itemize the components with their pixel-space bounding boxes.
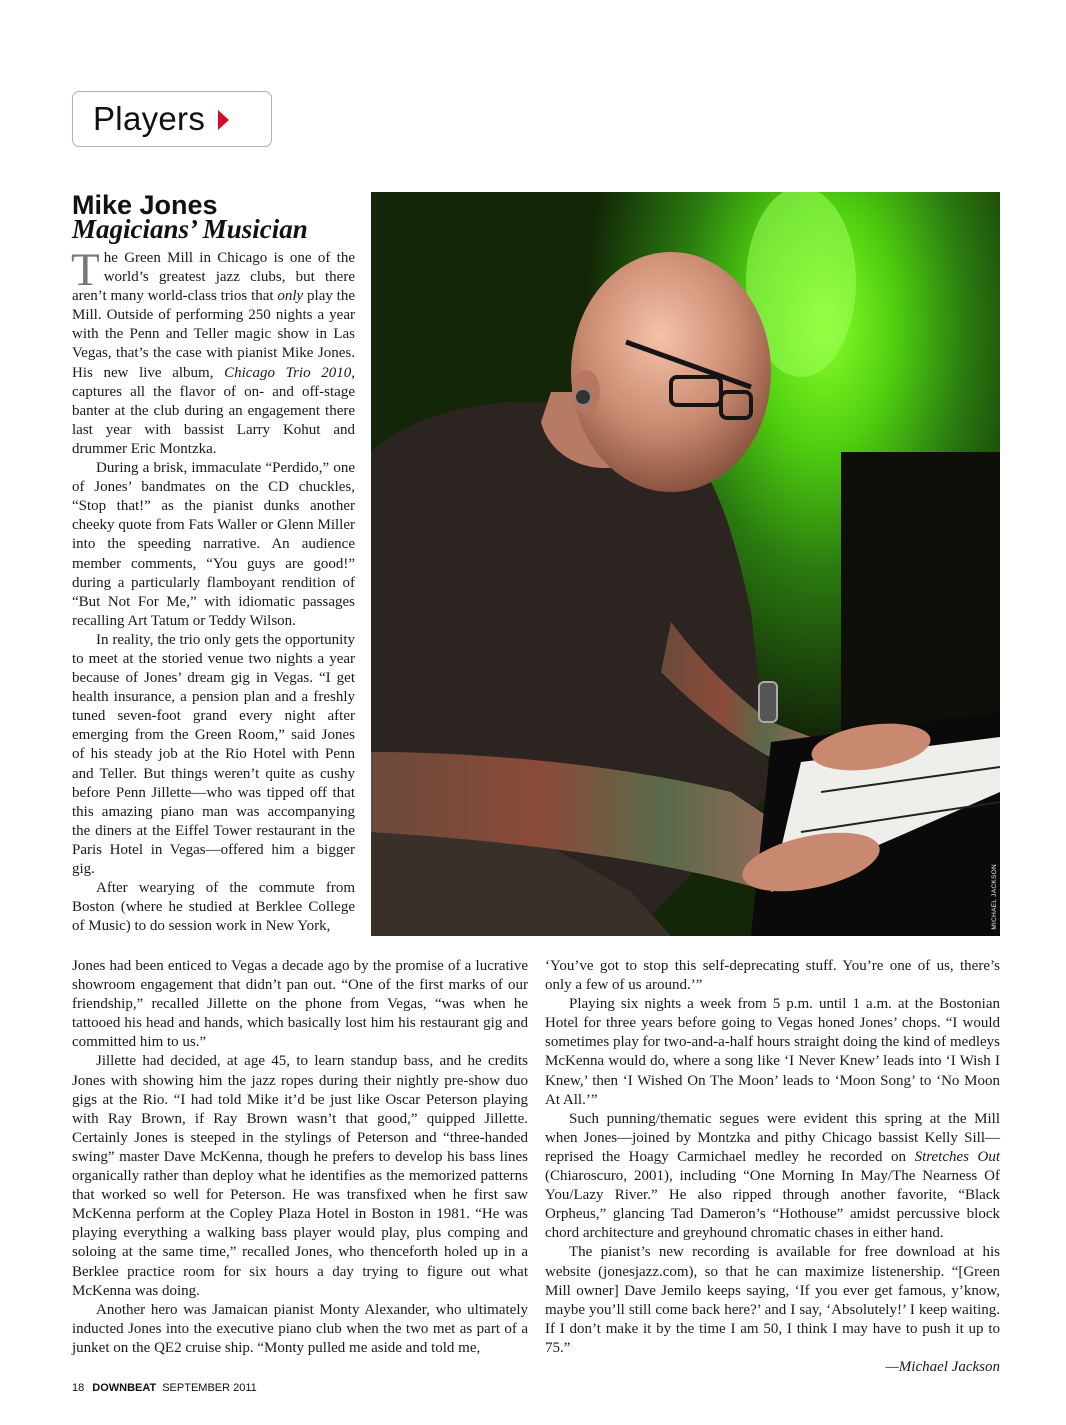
- drop-cap: T: [71, 244, 100, 296]
- pianist-photo: [371, 192, 1000, 936]
- column-1: [71, 244, 355, 936]
- photo-illustration: [371, 192, 1000, 936]
- paragraph: Jones had been enticed to Vegas a decade ago by the promise of a lucrative showroom engagement that didn’t pan out. “One of the first marks of our friendship,” recalled Jillette on the phone from Vegas, “was when he tattooed his head and hands, which basically lost him his restaurant gig and committed him to us.”: [72, 958, 528, 1051]
- column-3: [545, 957, 1000, 1377]
- paragraph: Jillette had decided, at age 45, to learn standup bass, and he credits Jones with showing him the jazz ropes during their nightly pre-show duo gigs at the Rio. “I had told Mike it’d be just like Oscar Peterson playing with Ray Brown, if Ray Brown wasn’t that good,” quipped Jillette. Certainly Jones is steeped in the stylings of Peterson and “three-handed swing” master Dave McKenna, though he prefers to develop his bass lines organically rather than deploy what he identifies as the memorized patterns that worked so well for Peterson. He was transfixed when he first saw McKenna perform at the Copley Plaza Hotel in Boston in 1981. “He was playing everything a walking bass player would play, plus comping and soloing at the same time,” recalled Jones, who thenceforth holed up in a Berklee practice room for six hours a day trying to figure out what McKenna was doing.: [72, 1053, 528, 1299]
- paragraph: The pianist’s new recording is available for free download at his website (jonesjazz.com), so that he can maximize listenership. “[Green Mill owner] Dave Jemilo keeps saying, ‘If you ever get famous, y’know, maybe you’ll still come back here?’ and I say, ‘Absolutely!’ I keep waiting. If I don’t make it by the time I am 50, I think I may have to push it up to 75.”: [545, 1244, 1000, 1356]
- page-footer: [72, 1382, 257, 1394]
- magazine-name: DOWNBEAT: [92, 1382, 157, 1394]
- paragraph: During a brisk, immaculate “Perdido,” one of Jones’ bandmates on the CD chuckles, “Stop that!” as the pianist dunks another cheeky quote from Fats Waller or Glenn Miller into the speeding narrative. An audience member comments, “You guys are good!” during a particularly flamboyant rendition of “But Not For Me,” with idiomatic passages recalling Art Tatum or Teddy Wilson.: [72, 460, 355, 629]
- paragraph: ‘You’ve got to stop this self-deprecating stuff. You’re one of us, there’s only a few of us around.’”: [545, 958, 1000, 994]
- page-number: 18: [72, 1382, 85, 1394]
- paragraph: After wearying of the commute from Boston (where he studied at Berklee College of Music) to do session work in New York,: [72, 880, 355, 935]
- paragraph: Such punning/thematic segues were evident this spring at the Mill when Jones—joined by Montzka and pithy Chicago bassist Kelly Sill—reprised the Hoagy Carmichael medley he recorded on Stretches Out (Chiaroscuro, 2001), including “One Morning In May/The Nearness Of You/Lazy River.” He also ripped through another favorite, “Black Orpheus,” glancing Tad Dameron’s “Hothouse” amidst percussive block chord architecture and greyhound chromatic chases in either hand.: [545, 1110, 1000, 1242]
- section-tab: [72, 91, 272, 147]
- issue-date: SEPTEMBER 2011: [162, 1382, 257, 1394]
- byline: —Michael Jackson: [885, 1358, 1000, 1375]
- section-label: Players: [93, 100, 206, 137]
- triangle-right-icon: [218, 110, 229, 130]
- paragraph: In reality, the trio only gets the opportunity to meet at the storied venue two nights a year because of Jones’ dream gig in Vegas. “I get health insurance, a pension plan and a freshly tuned seven-foot grand every night after emerging from the Green Room,” said Jones of his steady job at the Rio Hotel with Penn and Teller. But things weren’t quite as cushy before Penn Jillette—who was tipped off that this amazing piano man was accompanying the diners at the Eiffel Tower restaurant in the Paris Hotel in Vegas—offered him a bigger gig.: [72, 631, 355, 877]
- article-subtitle: Magicians’ Musician: [72, 214, 308, 244]
- article-name: Mike Jones: [72, 190, 218, 220]
- paragraph: Another hero was Jamaican pianist Monty Alexander, who ultimately inducted Jones into the executive piano club when the two met as part of a junket on the QE2 cruise ship. “Monty pulled me aside and told me,: [72, 1301, 528, 1356]
- paragraph: Playing six nights a week from 5 p.m. until 1 a.m. at the Bostonian Hotel for three years before going to Vegas honed Jones’ chops. “I would sometimes play for two-and-a-half hours straight doing the kind of medleys McKenna would do, where a song like ‘I Never Knew’ leads into ‘I Wish I Knew,’ then ‘I Wished On The Moon’ leads to ‘Moon Song’ to ‘No Moon At All.’”: [545, 996, 1000, 1108]
- column-2: [72, 957, 528, 1358]
- photo-credit: MICHAEL JACKSON: [991, 864, 998, 930]
- paragraph: The Green Mill in Chicago is one of the world’s greatest jazz clubs, but there aren’t many world-class trios that only play the Mill. Outside of performing 250 nights a year with the Penn and Teller magic show in Las Vegas, that’s the case with pianist Mike Jones. His new live album, Chicago Trio 2010, captures all the flavor of on- and off-stage banter at the club during an engagement there last year with bassist Larry Kohut and drummer Eric Montzka.: [71, 244, 355, 457]
